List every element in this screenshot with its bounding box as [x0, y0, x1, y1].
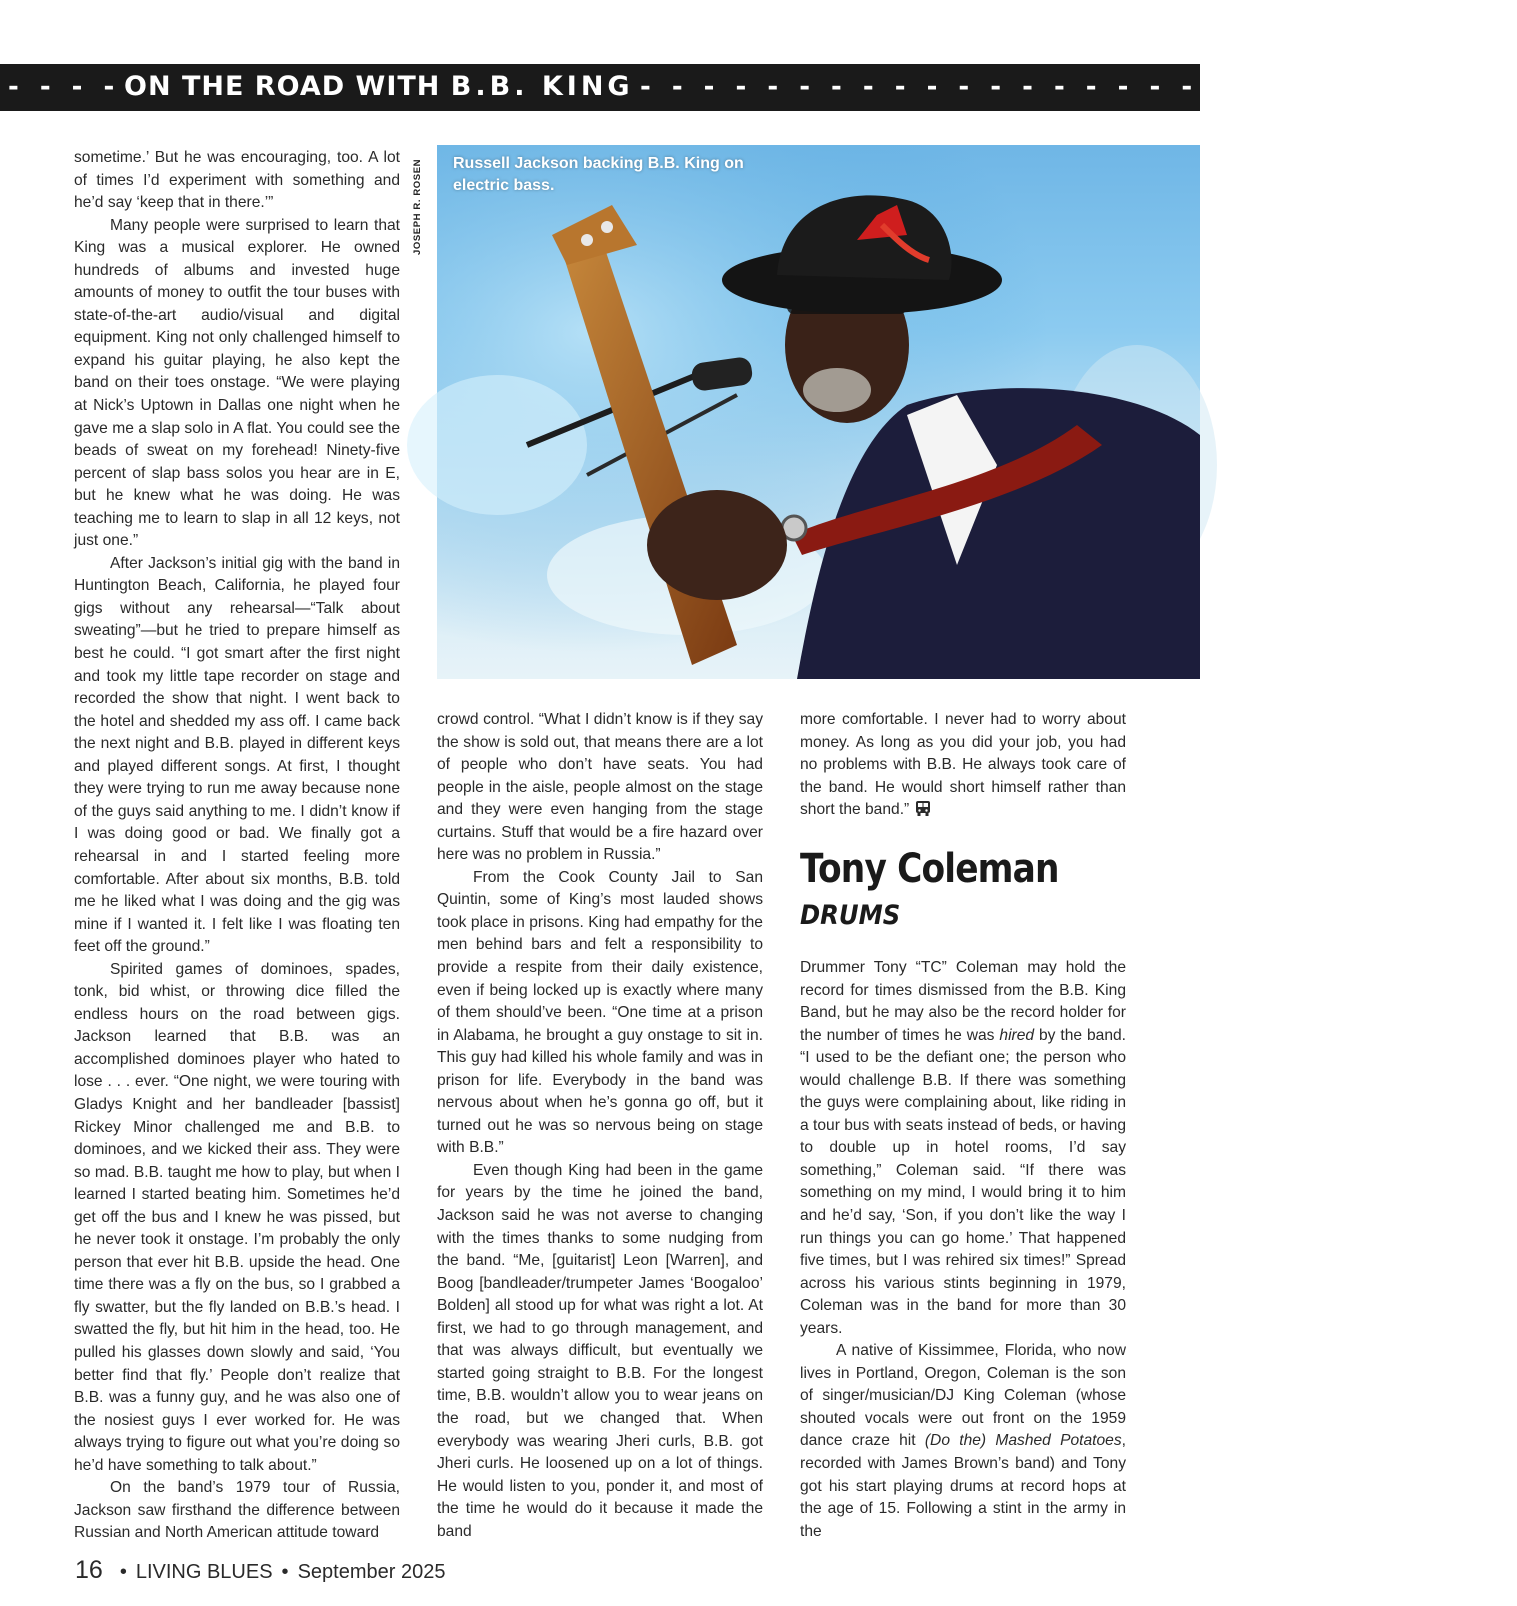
- article-column-3: [800, 709, 1126, 822]
- banner-title: [124, 69, 634, 105]
- paragraph-text: by the band. “I used to be the defiant one; the person who would challenge B.B. If there was something the guys were complaining about, like riding in a tour bus with seats instead of beds, or having to double up in hotel rooms, I’d say something,” Coleman said. “If there was something on my mind, I would bring it to him and he’d say, ‘Son, if you don’t like the way I run things you can go home.’ That happened five times, but I was rehired six times!” Spread across his various stints beginning in 1979, Coleman was in the band for more than 30 years.: [800, 1026, 1126, 1337]
- paragraph: Even though King had been in the game for years by the time he joined the band, Jackson said he was not averse to changing with the times thanks to some nudging from the band. “Me, [guitarist] Leon [Warren], and Boog [bandleader/trumpeter James ‘Boogaloo’ Bolden] all stood up for what was right a lot. At first, we had to go through management, and that was always difficult, but eventually we started going straight to B.B. For the longest time, B.B. wouldn’t allow you to wear jeans on the road, but we changed that. When everybody was wearing Jheri curls, B.B. got Jheri curls. He loosened up on a lot of things. He would listen to you, ponder it, and most of the time he would do it because it made the band: [437, 1161, 763, 1540]
- banner-title-part-2: B.B. KING: [450, 71, 634, 102]
- paragraph: [800, 957, 1126, 1340]
- paragraph: [800, 709, 1126, 822]
- paragraph: Many people were surprised to learn that King was a musical explorer. He owned hundreds of albums and invested huge amounts of money to outfit the tour buses with state-of-the-art audio/visual and digital equipment. King not only challenged himself to expand his guitar playing, he also kept the band on their toes onstage. “We were playing at Nick’s Uptown in Dallas one night when he gave me a slap solo in A flat. You could see the beads of sweat on my forehead! Ninety-five percent of slap bass solos you hear are in E, but he knew what he was doing. He was teaching me to learn to slap in all 12 keys, not just one.”: [74, 216, 400, 550]
- magazine-name: LIVING BLUES: [135, 1561, 273, 1583]
- banner-title-part-1: ON THE ROAD WITH: [124, 71, 451, 102]
- page-number: 16: [75, 1556, 103, 1584]
- emphasis-text: (Do the) Mashed Potatoes: [924, 1432, 1122, 1450]
- paragraph: crowd control. “What I didn’t know is if they say the show is sold out, that means there are a lot of people who don’t have seats. You had people in the aisle, people almost on the stage and they were even hanging from the stage curtains. Stuff that would be a fire hazard over here was no problem in Russia.”: [437, 711, 763, 864]
- banner-dashes-right: - - - - - - - - - - - - - - - - - - - - - - - - - - - -: [640, 72, 1517, 102]
- section-heading: Tony Coleman: [800, 846, 1059, 892]
- paragraph: From the Cook County Jail to San Quintin, some of King’s most lauded shows took place in prisons. King had empathy for the men behind bars and felt a responsibility to provide a respite from their daily existence, even if being locked up is exactly where many of them should’ve been. “One time at a prison in Alabama, he brought a guy onstage to sit in. This guy had killed his whole family and was in prison for life. Everybody in the band was nervous about when he’s gonna go off, but it turned out he was so nervous being on stage with B.B.”: [437, 868, 763, 1157]
- paragraph: On the band’s 1979 tour of Russia, Jackson saw firsthand the difference between Russian and North American attitude toward: [74, 1479, 400, 1542]
- page-footer: [75, 1556, 445, 1585]
- article-photo: [437, 145, 1200, 679]
- musician-photo-illustration: [437, 145, 1200, 679]
- paragraph-text: more comfortable. I never had to worry about money. As long as you did your job, you had no problems with B.B. He always took care of the band. He would short himself rather than short the band.”: [800, 711, 1126, 819]
- article-column-2: [437, 709, 763, 1543]
- footer-separator: •: [281, 1561, 289, 1583]
- emphasis-text: hired: [999, 1026, 1035, 1044]
- paragraph: After Jackson’s initial gig with the band in Huntington Beach, California, he played four gigs without any rehearsal—“Talk about sweating”—but he tried to prepare himself as best he could. “I got smart after the first night and took my little tape recorder on stage and recorded the show that night. I went back to the hotel and shedded my ass off. I came back the next night and B.B. played in different keys and played different songs. At first, I thought they were trying to run me away because none of the guys said anything to me. I didn’t know if I was doing good or bad. We finally got a rehearsal in and I started feeling more comfortable. After about six months, B.B. told me he liked what I was doing and the gig was mine if I wanted it. I felt like I was floating ten feet off the ground.”: [74, 554, 400, 956]
- article-column-3-body: [800, 957, 1126, 1543]
- photo-credit-text: JOSEPH R. ROSEN: [412, 158, 423, 255]
- paragraph: Spirited games of dominoes, spades, tonk, bid whist, or throwing dice filled the endless hours on the road between gigs. Jackson learned that B.B. was an accomplished dominoes player who hated to lose . . . ever. “One night, we were touring with Gladys Knight and her bandleader [bassist] Rickey Minor challenged me and B.B. to dominoes, and we kicked their ass. They were so mad. B.B. taught me how to play, but when I learned I started beating him. Sometimes he’d get off the bus and I knew he was pissed, but he never took it onstage. I’m probably the only person that ever hit B.B. upside the head. One time there was a fly on the bus, so I grabbed a fly swatter, but the fly landed on B.B.’s head. I swatted the fly, but hit him in the head, too. He pulled his glasses down slowly and said, ‘You better find that fly.’ People don’t realize that B.B. was a funny guy, and he was also one of the nosiest guys I ever worked for. He was always trying to figure out what you’re doing so he’d have something to talk about.”: [74, 960, 400, 1474]
- paragraph-text: A native of Kissimmee, Florida, who now lives in Portland, Oregon, Coleman is the son of singer/musician/DJ King Coleman (whose shouted vocals were out front on the 1959 dance craze hit: [800, 1342, 1126, 1450]
- photo-caption: Russell Jackson backing B.B. King on electric bass.: [453, 155, 744, 194]
- section-banner: [0, 64, 1517, 111]
- bus-icon: [915, 800, 931, 817]
- paragraph-text: , recorded with James Brown’s band) and Tony got his start playing drums at record hops at the age of 15. Following a stint in the army in the: [800, 1432, 1126, 1540]
- photo-credit: [410, 145, 430, 255]
- paragraph: sometime.’ But he was encouraging, too. A lot of times I’d experiment with something and he’d say ‘keep that in there.’”: [74, 149, 400, 212]
- paragraph-text: Drummer Tony “TC” Coleman may hold the record for times dismissed from the B.B. King Band, but he may also be the record holder for the number of times he was: [800, 959, 1126, 1044]
- banner-dashes-left: - - - -: [8, 72, 121, 102]
- issue-date: September 2025: [297, 1561, 446, 1583]
- article-column-1: [74, 147, 400, 1545]
- footer-separator: •: [119, 1561, 127, 1583]
- section-subheading: DRUMS: [800, 900, 901, 931]
- paragraph: [800, 1340, 1126, 1543]
